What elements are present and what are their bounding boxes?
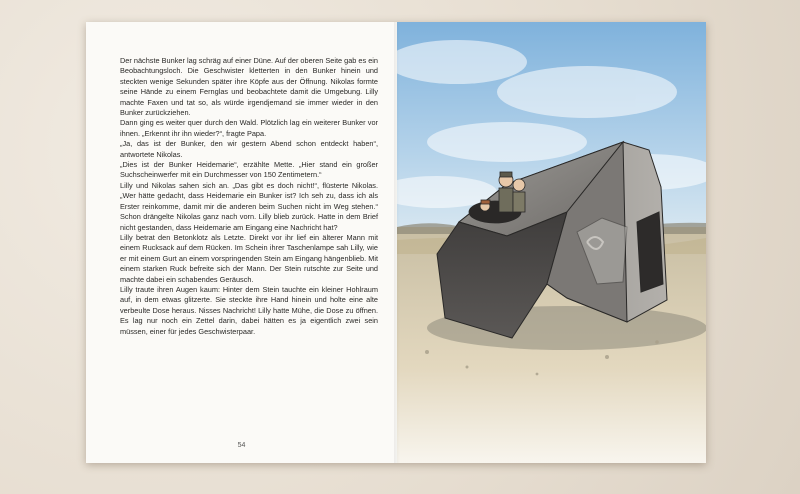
paragraph-1: Der nächste Bunker lag schräg auf einer Düne. Auf der oberen Seite gab es ein Beobachtungsloch. Die Geschwister kletterten in den Bunker hinein und steckten wenige Sekunden später ihre Köpfe aus der Öffnung. Nikolas formte seine Hände zu einem Fernglas und beobachtete damit die Umgebung. Lilly machte Faxen und tat so, als würde irgendjemand sie immer wieder in den Bunker zurückziehen. bbox=[120, 56, 379, 118]
paragraph-6: Lilly betrat den Betonklotz als Letzte. Direkt vor ihr lief ein älterer Mann mit einem Rucksack auf dem Rücken. Im Schein ihrer Taschenlampe sah Lilly, wie er mit einem Gurt an einem vorspringenden Stein am Eingang hängenblieb. Mit einem starken Ruck befreite sich der Mann. Der Stein rutschte zur Seite und machte dabei ein schabendes Geräusch. bbox=[120, 232, 378, 284]
paragraph-5: Lilly und Nikolas sahen sich an. „Das gibt es doch nicht!“, flüsterte Nikolas. „Wer hätte gedacht, dass Heidemarie ein Bunker ist? Ich seh zu, dass ich als Erster reinkomme, damit mir die anderen beim Suchen nicht im Weg stehen.“ Schon drängelte Nikolas ganz nach vorn. Lilly blieb zurück. Hatte in dem Brief nicht gestanden, dass Heidemarie am Eingang eine Nachricht hat? bbox=[120, 180, 378, 232]
paragraph-7: Lilly traute ihren Augen kaum: Hinter dem Stein tauchte ein kleiner Hohlraum auf, in dem etwas glitzerte. Sie steckte ihre Hand hinein und holte eine alte verbeulte Dose heraus. Nisses Nachricht! Lilly hatte Mühe, die Dose zu öffnen. Es lag nur noch ein Zettel darin, dabei hätten es ja eigentlich zwei sein müssen, einer für jedes Geschwisterpaar. bbox=[120, 284, 378, 336]
paragraph-3: „Ja, das ist der Bunker, den wir gestern Abend schon entdeckt haben“, antwortete Nikolas. bbox=[120, 139, 378, 159]
open-book bbox=[86, 22, 706, 463]
right-page bbox=[397, 22, 706, 463]
page-number: 54 bbox=[237, 442, 246, 449]
book-spine bbox=[394, 22, 400, 463]
paragraph-4: „Dies ist der Bunker Heidemarie“, erzählte Mette. „Hier stand ein großer Suchscheinwerfer mit ein Durchmesser von 150 Zentimetern.“ bbox=[120, 160, 378, 180]
left-page bbox=[86, 22, 397, 463]
bunker-with-children-illustration bbox=[397, 22, 706, 463]
paragraph-2: Dann ging es weiter quer durch den Wald. Plötzlich lag ein weiterer Bunker vor ihnen. „Erkennt ihr ihn wieder?“, fragte Papa. bbox=[120, 118, 378, 138]
